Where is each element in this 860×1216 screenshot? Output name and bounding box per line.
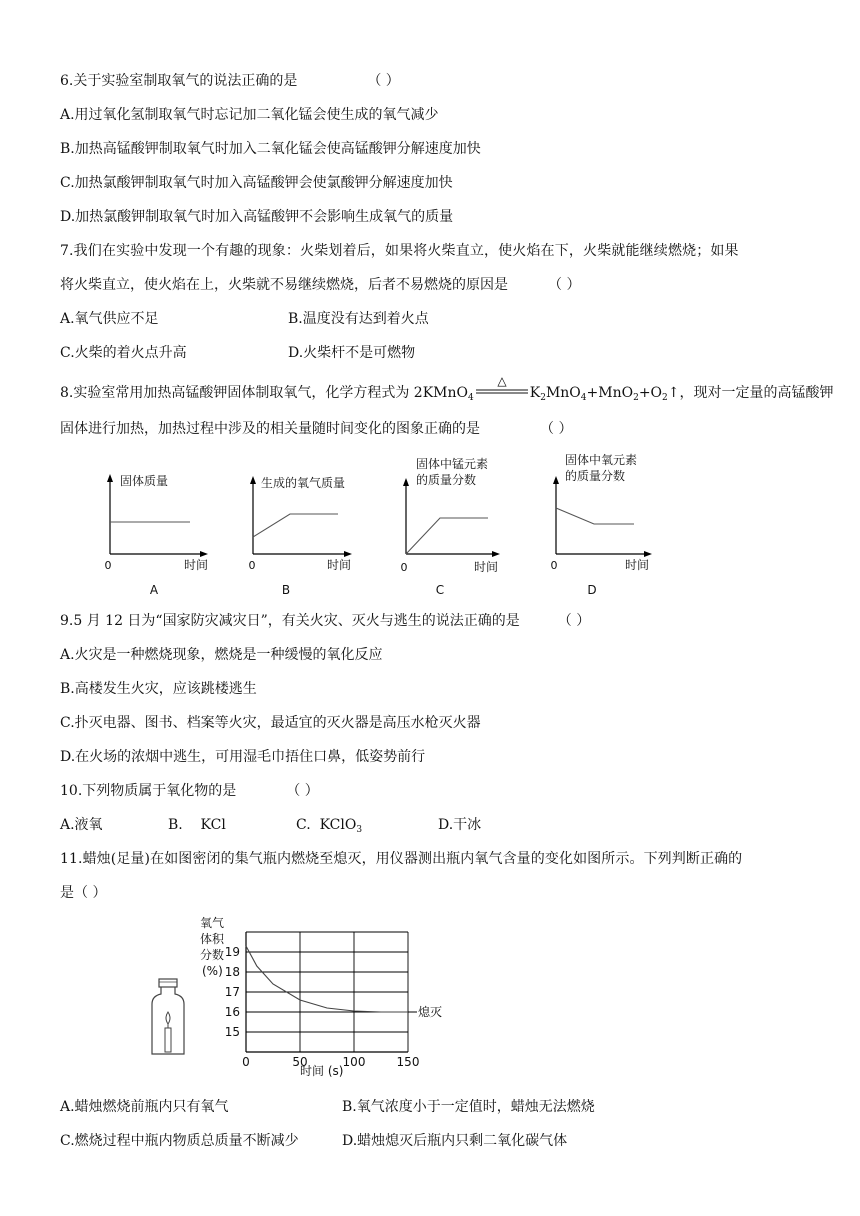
q6-option-a: A.用过氧化氢制取氧气时忘记加二氧化锰会使生成的氧气减少 [60, 107, 439, 123]
q11-stem-line1: 11.蜡烛(足量)在如图密闭的集气瓶内燃烧至熄灭，用仪器测出瓶内氧气含量的变化如图所示。下列判断正确的 [60, 851, 743, 867]
q8-graph-d [551, 452, 653, 597]
q11-oxygen-curve [246, 946, 408, 1012]
heating-arrow-icon [474, 375, 530, 399]
q11-extinguish-label: 熄灭 [418, 1005, 443, 1019]
q11-stem-line2: 是（ ） [60, 885, 107, 901]
q7-stem-line1: 7.我们在实验中发现一个有趣的现象：火柴划着后，如果将火柴直立，使火焰在下，火柴就能继续燃烧；如果 [60, 243, 739, 259]
q8-graph-b-ylabel: 生成的氧气质量 [261, 476, 346, 490]
q11-y-tick-label: 17 [224, 985, 240, 999]
q8-graph-c-origin: 0 [400, 561, 408, 574]
q11-chart-ylabel [200, 915, 225, 978]
q8-graph-b-origin: 0 [248, 559, 256, 572]
q11-y-tick-label: 19 [224, 945, 240, 959]
q7-stem-line2: 将火柴直立，使火焰在上，火柴就不易继续燃烧，后者不易燃烧的原因是 （ ） [60, 277, 581, 293]
q8-graph-c-ylabel-1: 固体中锰元素 [416, 457, 489, 471]
q8-graph-d-letter: D [587, 583, 597, 597]
q7-option-d: D.火柴杆不是可燃物 [288, 345, 416, 361]
q11-y-tick-label: 18 [224, 965, 240, 979]
q8-graph-c-ylabel-2: 的质量分数 [416, 473, 477, 487]
q11-option-c: C.燃烧过程中瓶内物质总质量不断减少 [60, 1133, 299, 1149]
q6-option-b: B.加热高锰酸钾制取氧气时加入二氧化锰会使高锰酸钾分解速度加快 [60, 141, 481, 157]
svg-text:氧气: 氧气 [200, 916, 225, 930]
q8-graph-a-origin: 0 [104, 559, 112, 572]
q10-stem: 10.下列物质属于氧化物的是 （ ） [60, 783, 319, 799]
q11-y-tick-label: 15 [224, 1025, 240, 1039]
q8-answer-paren: （ ） [540, 421, 573, 437]
q8-graph-a-letter: A [149, 583, 159, 597]
q9-option-d: D.在火场的浓烟中逃生，可用湿毛巾捂住口鼻，低姿势前行 [60, 749, 426, 765]
q8-graph-d-ylabel-1: 固体中氧元素 [565, 453, 638, 467]
svg-text:分数: 分数 [200, 948, 225, 962]
svg-text:体积: 体积 [200, 932, 225, 946]
q8-graph-c-xlabel: 时间 [474, 560, 499, 574]
q8-graph-a-xlabel: 时间 [184, 558, 209, 572]
q10-option-c: C. KClO$_3$ [296, 817, 363, 835]
q11-x-tick-label: 150 [396, 1055, 420, 1069]
q10-option-a: A.液氧 [60, 817, 103, 833]
q7-option-c: C.火柴的着火点升高 [60, 345, 187, 361]
q10-option-b: B. KCl [168, 817, 226, 833]
q8-graph-a [105, 473, 209, 597]
q7-answer-paren: （ ） [548, 277, 581, 293]
q6-option-d: D.加热氯酸钾制取氧气时加入高锰酸钾不会影响生成氧气的质量 [60, 209, 454, 225]
q7-option-b: B.温度没有达到着火点 [288, 311, 429, 327]
q11-option-a: A.蜡烛燃烧前瓶内只有氧气 [60, 1099, 229, 1115]
q9-option-b: B.高楼发生火灾，应该跳楼逃生 [60, 681, 257, 697]
svg-text:△: △ [497, 375, 507, 388]
q9-stem: 9.5 月 12 日为“国家防灾减灾日”，有关火灾、灭火与逃生的说法正确的是 （ ） [60, 613, 591, 629]
q8-graph-d-xlabel: 时间 [625, 558, 650, 572]
q8-graph-a-ylabel: 固体质量 [120, 474, 169, 488]
q6-answer-paren: （ ） [367, 73, 400, 89]
q11-x-tick-label: 50 [292, 1055, 308, 1069]
q6-option-c: C.加热氯酸钾制取氧气时加入高锰酸钾会使氯酸钾分解速度加快 [60, 175, 453, 191]
q10-option-d: D.干冰 [438, 817, 482, 833]
q8-graph-d-origin: 0 [550, 559, 558, 572]
q8-graph-b-letter: B [281, 583, 291, 597]
q8-graph-options [90, 452, 670, 602]
svg-text:(%): (%) [202, 964, 223, 978]
q11-option-d: D.蜡烛熄灭后瓶内只剩二氧化碳气体 [342, 1133, 568, 1149]
q8-stem-line2: 固体进行加热，加热过程中涉及的相关量随时间变化的图象正确的是 （ ） [60, 421, 573, 437]
q11-x-tick-label: 0 [242, 1055, 250, 1069]
q8-graph-d-ylabel-2: 的质量分数 [565, 469, 626, 483]
q8-stem-line1: 8.实验室常用加热高锰酸钾固体制取氧气，化学方程式为 2KMnO$_4$ △ $K_2MnO_4+MnO_2+O_2↑$，现对一定量的高锰酸钾 [60, 375, 834, 403]
q8-graph-c [401, 456, 501, 597]
q10-answer-paren: （ ） [286, 783, 319, 799]
q11-x-tick-label: 100 [342, 1055, 366, 1069]
q7-option-a: A.氧气供应不足 [60, 311, 159, 327]
q9-option-a: A.火灾是一种燃烧现象，燃烧是一种缓慢的氧化反应 [60, 647, 383, 663]
q9-answer-paren: （ ） [557, 613, 591, 629]
q9-option-c: C.扑灭电器、图书、档案等火灾，最适宜的灭火器是高压水枪灭火器 [60, 715, 481, 731]
q8-graph-b [249, 475, 353, 597]
q11-chart-xlabel: 时间 (s) [300, 1064, 344, 1078]
gas-jar-candle-illustration [148, 976, 188, 1060]
q11-option-b: B.氧气浓度小于一定值时，蜡烛无法燃烧 [342, 1099, 595, 1115]
q11-oxygen-chart [192, 912, 462, 1080]
q6-stem: 6.关于实验室制取氧气的说法正确的是 （ ） [60, 73, 400, 89]
q8-graph-c-letter: C [435, 583, 445, 597]
q11-y-tick-label: 16 [224, 1005, 240, 1019]
q8-graph-b-xlabel: 时间 [327, 558, 352, 572]
